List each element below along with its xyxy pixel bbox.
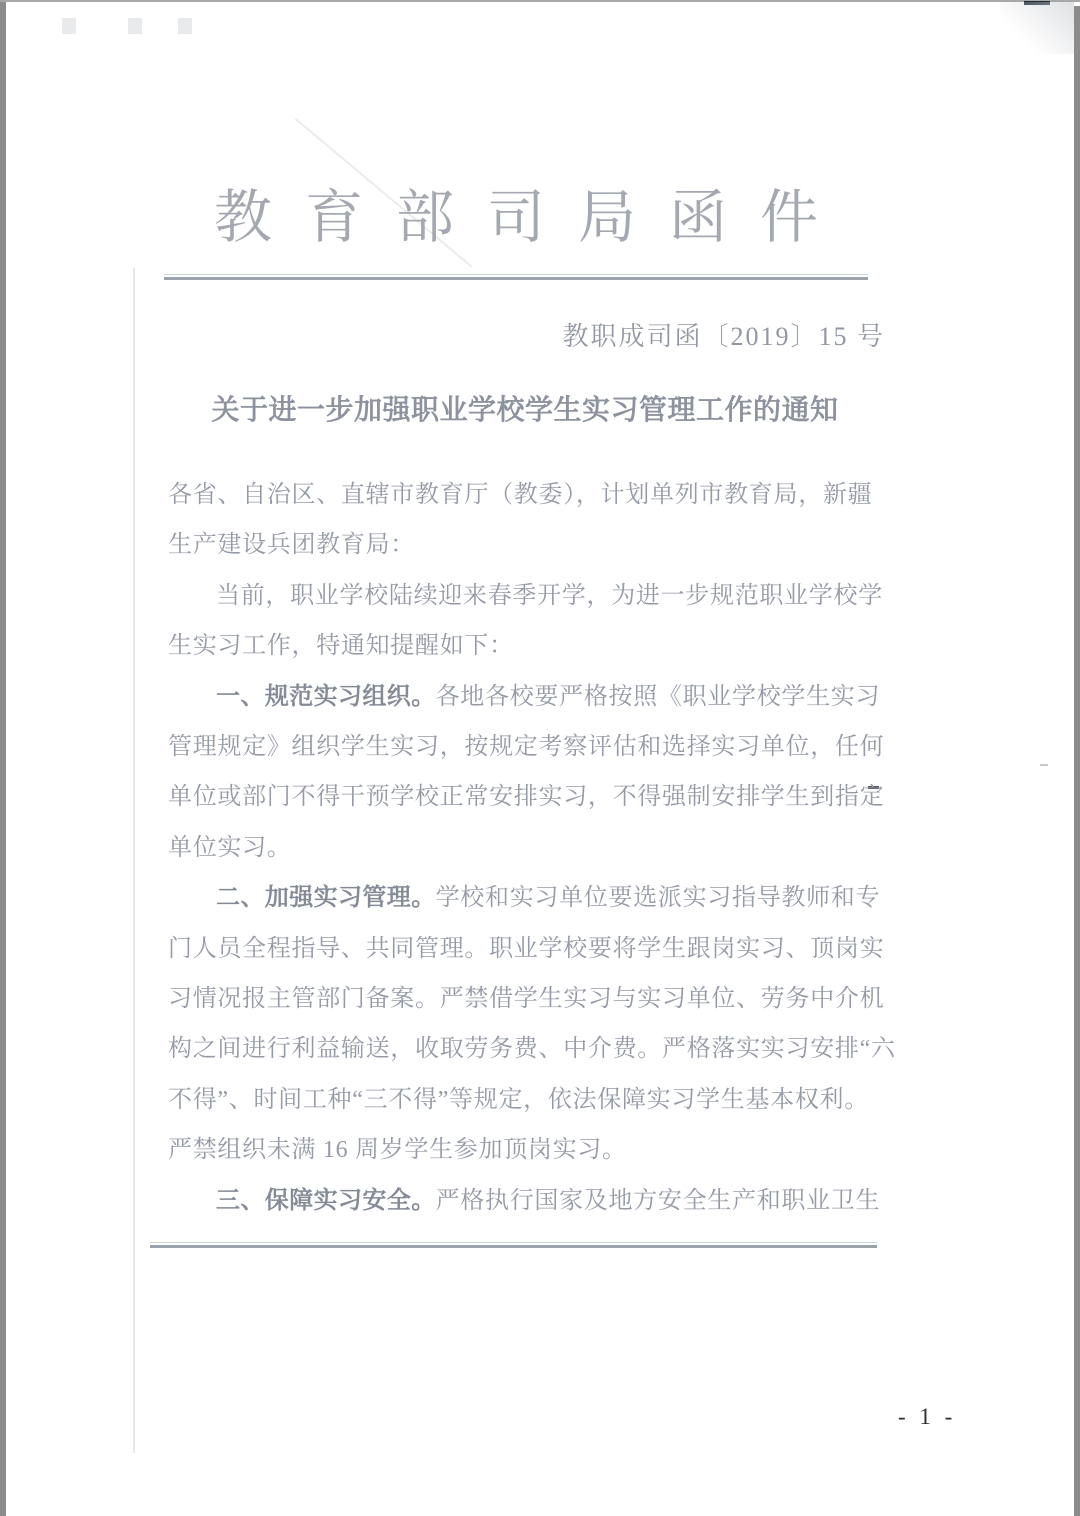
body-line [168, 520, 908, 570]
body-line [168, 974, 908, 1024]
body-line [168, 672, 908, 722]
body-line-text: 各地各校要严格按照《职业学校学生实习 [435, 683, 881, 710]
body-line-text: 门人员全程指导、共同管理。职业学校要将学生跟岗实习、顶岗实 [168, 935, 885, 962]
body-line-text: 严禁组织未满 16 周岁学生参加顶岗实习。 [168, 1137, 627, 1164]
scan-dash-artifact [1040, 764, 1048, 766]
body-line [168, 621, 908, 671]
footer-divider-rule [150, 1242, 877, 1248]
body-line-text: 严格执行国家及地方安全生产和职业卫生 [435, 1187, 881, 1214]
body-line [168, 823, 908, 873]
body-line [168, 873, 908, 923]
body-line-text: 习情况报主管部门备案。严禁借学生实习与实习单位、劳务中介机 [168, 986, 885, 1013]
body-line-text: 学校和实习单位要选派实习指导教师和专 [435, 885, 881, 912]
document-body [168, 470, 908, 1226]
body-line-lead: 一、规范实习组织。 [216, 682, 436, 710]
scan-blot [62, 18, 76, 34]
body-line-text: 管理规定》组织学生实习，按规定考察评估和选择实习单位，任何 [168, 734, 885, 761]
letterhead-title: 教育部司局函件 [214, 185, 852, 250]
scan-edge-top [0, 0, 1080, 2]
letterhead-divider-rule [164, 274, 868, 280]
body-line [168, 571, 908, 621]
scan-fold-line [133, 268, 135, 1453]
body-line-text: 生实习工作，特通知提醒如下： [168, 633, 514, 660]
scan-edge-right [1074, 6, 1080, 1516]
body-line-text: 单位或部门不得干预学校正常安排实习，不得强制安排学生到指定 [168, 784, 885, 811]
body-line-text: 构之间进行利益输送，收取劳务费、中介费。严格落实实习安排“六 [168, 1036, 896, 1063]
body-line [168, 1125, 908, 1175]
document-number: 教职成司函〔2019〕15 号 [562, 322, 885, 351]
body-line-text: 单位实习。 [168, 834, 292, 861]
body-line-lead: 三、保障实习安全。 [216, 1186, 436, 1214]
body-line-text: 当前，职业学校陆续迎来春季开学，为进一步规范职业学校学 [216, 582, 883, 609]
body-line [168, 470, 908, 520]
scan-blot [178, 18, 192, 34]
body-line [168, 722, 908, 772]
body-line [168, 924, 908, 974]
body-line-text: 生产建设兵团教育局： [168, 532, 415, 559]
body-line-text: 不得”、时间工种“三不得”等规定，依法保障实习学生基本权利。 [168, 1086, 869, 1113]
body-line-lead: 二、加强实习管理。 [216, 884, 436, 912]
body-line [168, 1075, 908, 1125]
body-line [168, 1024, 908, 1074]
scan-edge-left [0, 0, 6, 1516]
scan-corner-shadow [1000, 2, 1074, 54]
document-title: 关于进一步加强职业学校学生实习管理工作的通知 [211, 394, 839, 425]
body-line [168, 772, 908, 822]
body-line [168, 1176, 908, 1226]
page-number: - 1 - [898, 1404, 957, 1429]
body-line-text: 各省、自治区、直辖市教育厅（教委），计划单列市教育局，新疆 [168, 482, 873, 508]
scan-blot [128, 18, 142, 34]
